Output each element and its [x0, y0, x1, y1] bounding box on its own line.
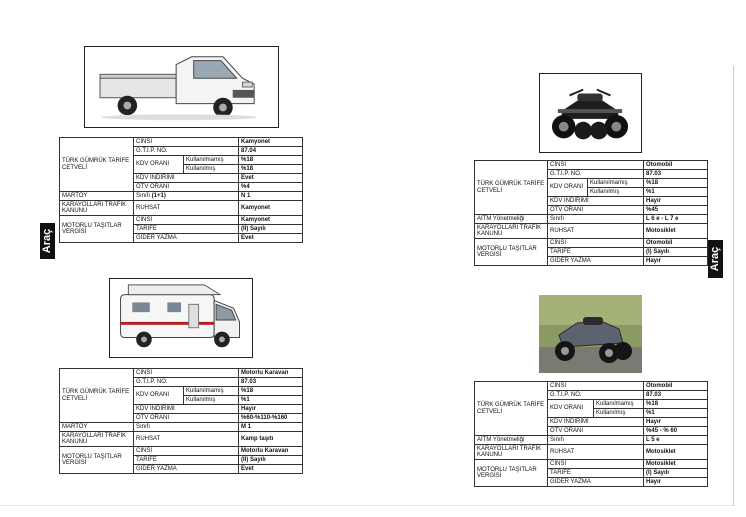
mtv-type-label: CİNSİ	[548, 239, 644, 248]
tariff-value: (I) Sayılı	[644, 248, 708, 257]
motor-caravan-photo	[109, 278, 253, 358]
class-header: MARTOY	[60, 423, 134, 432]
spec-table-kamyonet	[59, 137, 302, 243]
vat-discount-label: KDV İNDİRİMİ	[134, 405, 239, 414]
section-tab-right	[708, 240, 723, 278]
class-value: L 5 e	[644, 436, 708, 445]
type-label: CİNSİ	[548, 382, 644, 391]
license-value: Kamyonet	[239, 201, 303, 216]
customs-tariff-header: TÜRK GÜMRÜK TARİFE CETVELİ	[60, 138, 134, 192]
used-label: Kullanılmış	[588, 188, 644, 197]
unused-label: Kullanılmamış	[184, 387, 239, 396]
motor-vehicle-tax-header: MOTORLU TAŞITLAR VERGİSİ	[60, 216, 134, 243]
sct-rate-value: %45	[644, 206, 708, 215]
class-value: N 1	[239, 192, 303, 201]
unused-label: Kullanılmamış	[184, 156, 239, 165]
sct-rate-label: ÖTV ORANI	[134, 414, 239, 423]
expense-label: GİDER YAZMA	[548, 257, 644, 266]
vat-discount-label: KDV İNDİRİMİ	[548, 418, 644, 427]
vat-discount-value: Hayır	[239, 405, 303, 414]
tariff-label: TARİFE	[548, 248, 644, 257]
class-header: AİTM Yönetmeliği	[475, 436, 548, 445]
class-value: M 1	[239, 423, 303, 432]
spec-table-karavan	[59, 368, 302, 474]
customs-tariff-header: TÜRK GÜMRÜK TARİFE CETVELİ	[475, 161, 548, 215]
traffic-law-header: KARAYOLLARI TRAFİK KANUNU	[475, 445, 548, 460]
used-vat-value: %1	[644, 188, 708, 197]
unused-vat-value: %18	[239, 387, 303, 396]
vat-rate-label: KDV ORANI	[134, 156, 184, 174]
used-label: Kullanılmış	[184, 165, 239, 174]
used-vat-value: %1	[239, 396, 303, 405]
class-header: MARTOY	[60, 192, 134, 201]
sct-rate-value: %45 - % 60	[644, 427, 708, 436]
mtv-type-label: CİNSİ	[548, 460, 644, 469]
gtip-label: G.T.İ.P. NO.	[548, 170, 644, 179]
vat-rate-label: KDV ORANI	[548, 400, 594, 418]
class-label: Sınıfı (1+1)	[134, 192, 239, 201]
expense-label: GİDER YAZMA	[134, 234, 239, 243]
used-label: Kullanılmış	[184, 396, 239, 405]
tariff-label: TARİFE	[134, 225, 239, 234]
sct-rate-label: ÖTV ORANI	[548, 206, 644, 215]
used-label: Kullanılmış	[594, 409, 644, 418]
tariff-value: (I) Sayılı	[644, 469, 708, 478]
mtv-type-value: Motorlu Karavan	[239, 447, 303, 456]
license-value: Motosiklet	[644, 224, 708, 239]
traffic-law-header: KARAYOLLARI TRAFİK KANUNU	[475, 224, 548, 239]
vat-rate-label: KDV ORANI	[134, 387, 184, 405]
license-label: RUHSAT	[548, 224, 644, 239]
quad-atv-photo	[539, 73, 642, 153]
traffic-law-header: KARAYOLLARI TRAFİK KANUNU	[60, 201, 134, 216]
expense-value: Evet	[239, 465, 303, 474]
used-vat-value: %18	[239, 165, 303, 174]
spec-table-trike	[474, 381, 707, 487]
vat-rate-label: KDV ORANI	[548, 179, 588, 197]
mtv-type-value: Otomobil	[644, 239, 708, 248]
vat-discount-value: Hayır	[644, 418, 708, 427]
mtv-type-label: CİNSİ	[134, 216, 239, 225]
pickup-truck-photo	[84, 46, 279, 128]
page-bottom-line	[0, 505, 733, 506]
type-label: CİNSİ	[548, 161, 644, 170]
gtip-value: 87.04	[239, 147, 303, 156]
unused-vat-value: %18	[239, 156, 303, 165]
class-value: L 6 e - L 7 e	[644, 215, 708, 224]
section-tab-label: Araç	[709, 246, 722, 272]
expense-label: GİDER YAZMA	[134, 465, 239, 474]
sct-rate-value: %4	[239, 183, 303, 192]
type-value: Motorlu Karavan	[239, 369, 303, 378]
type-value: Kamyonet	[239, 138, 303, 147]
gtip-value: 87.03	[644, 391, 708, 400]
gtip-value: 87.03	[239, 378, 303, 387]
mtv-type-value: Motosiklet	[644, 460, 708, 469]
three-wheel-scooter-photo	[539, 295, 642, 373]
class-label: Sınıfı	[548, 436, 644, 445]
expense-value: Hayır	[644, 257, 708, 266]
vat-discount-label: KDV İNDİRİMİ	[134, 174, 239, 183]
class-label: Sınıfı	[134, 423, 239, 432]
class-label: Sınıfı	[548, 215, 644, 224]
expense-value: Evet	[239, 234, 303, 243]
sct-rate-value: %60-%110-%160	[239, 414, 303, 423]
expense-label: GİDER YAZMA	[548, 478, 644, 487]
vat-discount-label: KDV İNDİRİMİ	[548, 197, 644, 206]
customs-tariff-header: TÜRK GÜMRÜK TARİFE CETVELİ	[60, 369, 134, 423]
class-header: AİTM Yönetmeliği	[475, 215, 548, 224]
license-label: RUHSAT	[134, 432, 239, 447]
mtv-type-label: CİNSİ	[134, 447, 239, 456]
section-tab-label: Araç	[41, 228, 54, 254]
tariff-label: TARİFE	[134, 456, 239, 465]
unused-label: Kullanılmamış	[588, 179, 644, 188]
license-value: Kamp taşıtı	[239, 432, 303, 447]
mtv-type-value: Kamyonet	[239, 216, 303, 225]
unused-vat-value: %18	[644, 400, 708, 409]
customs-tariff-header: TÜRK GÜMRÜK TARİFE CETVELİ	[475, 382, 548, 436]
tariff-value: (II) Sayılı	[239, 225, 303, 234]
section-tab-left	[40, 223, 55, 259]
sct-rate-label: ÖTV ORANI	[548, 427, 644, 436]
used-vat-value: %1	[644, 409, 708, 418]
gtip-label: G.T.İ.P. NO.	[548, 391, 644, 400]
type-value: Otomobil	[644, 161, 708, 170]
class-label-extra: (1+1)	[151, 192, 166, 199]
vat-discount-value: Hayır	[644, 197, 708, 206]
motor-vehicle-tax-header: MOTORLU TAŞITLAR VERGİSİ	[475, 239, 548, 266]
traffic-law-header: KARAYOLLARI TRAFİK KANUNU	[60, 432, 134, 447]
type-label: CİNSİ	[134, 369, 239, 378]
motor-vehicle-tax-header: MOTORLU TAŞITLAR VERGİSİ	[475, 460, 548, 487]
type-label: CİNSİ	[134, 138, 239, 147]
expense-value: Hayır	[644, 478, 708, 487]
type-value: Otomobil	[644, 382, 708, 391]
gtip-value: 87.03	[644, 170, 708, 179]
gtip-label: G.T.İ.P. NO.	[134, 147, 239, 156]
license-label: RUHSAT	[134, 201, 239, 216]
unused-label: Kullanılmamış	[594, 400, 644, 409]
spec-table-atv	[474, 160, 707, 266]
tariff-value: (II) Sayılı	[239, 456, 303, 465]
vat-discount-value: Evet	[239, 174, 303, 183]
gtip-label: G.T.İ.P. NO.	[134, 378, 239, 387]
motor-vehicle-tax-header: MOTORLU TAŞITLAR VERGİSİ	[60, 447, 134, 474]
page-edge-line	[733, 66, 734, 506]
license-value: Motosiklet	[644, 445, 708, 460]
unused-vat-value: %18	[644, 179, 708, 188]
license-label: RUHSAT	[548, 445, 644, 460]
sct-rate-label: ÖTV ORANI	[134, 183, 239, 192]
tariff-label: TARİFE	[548, 469, 644, 478]
